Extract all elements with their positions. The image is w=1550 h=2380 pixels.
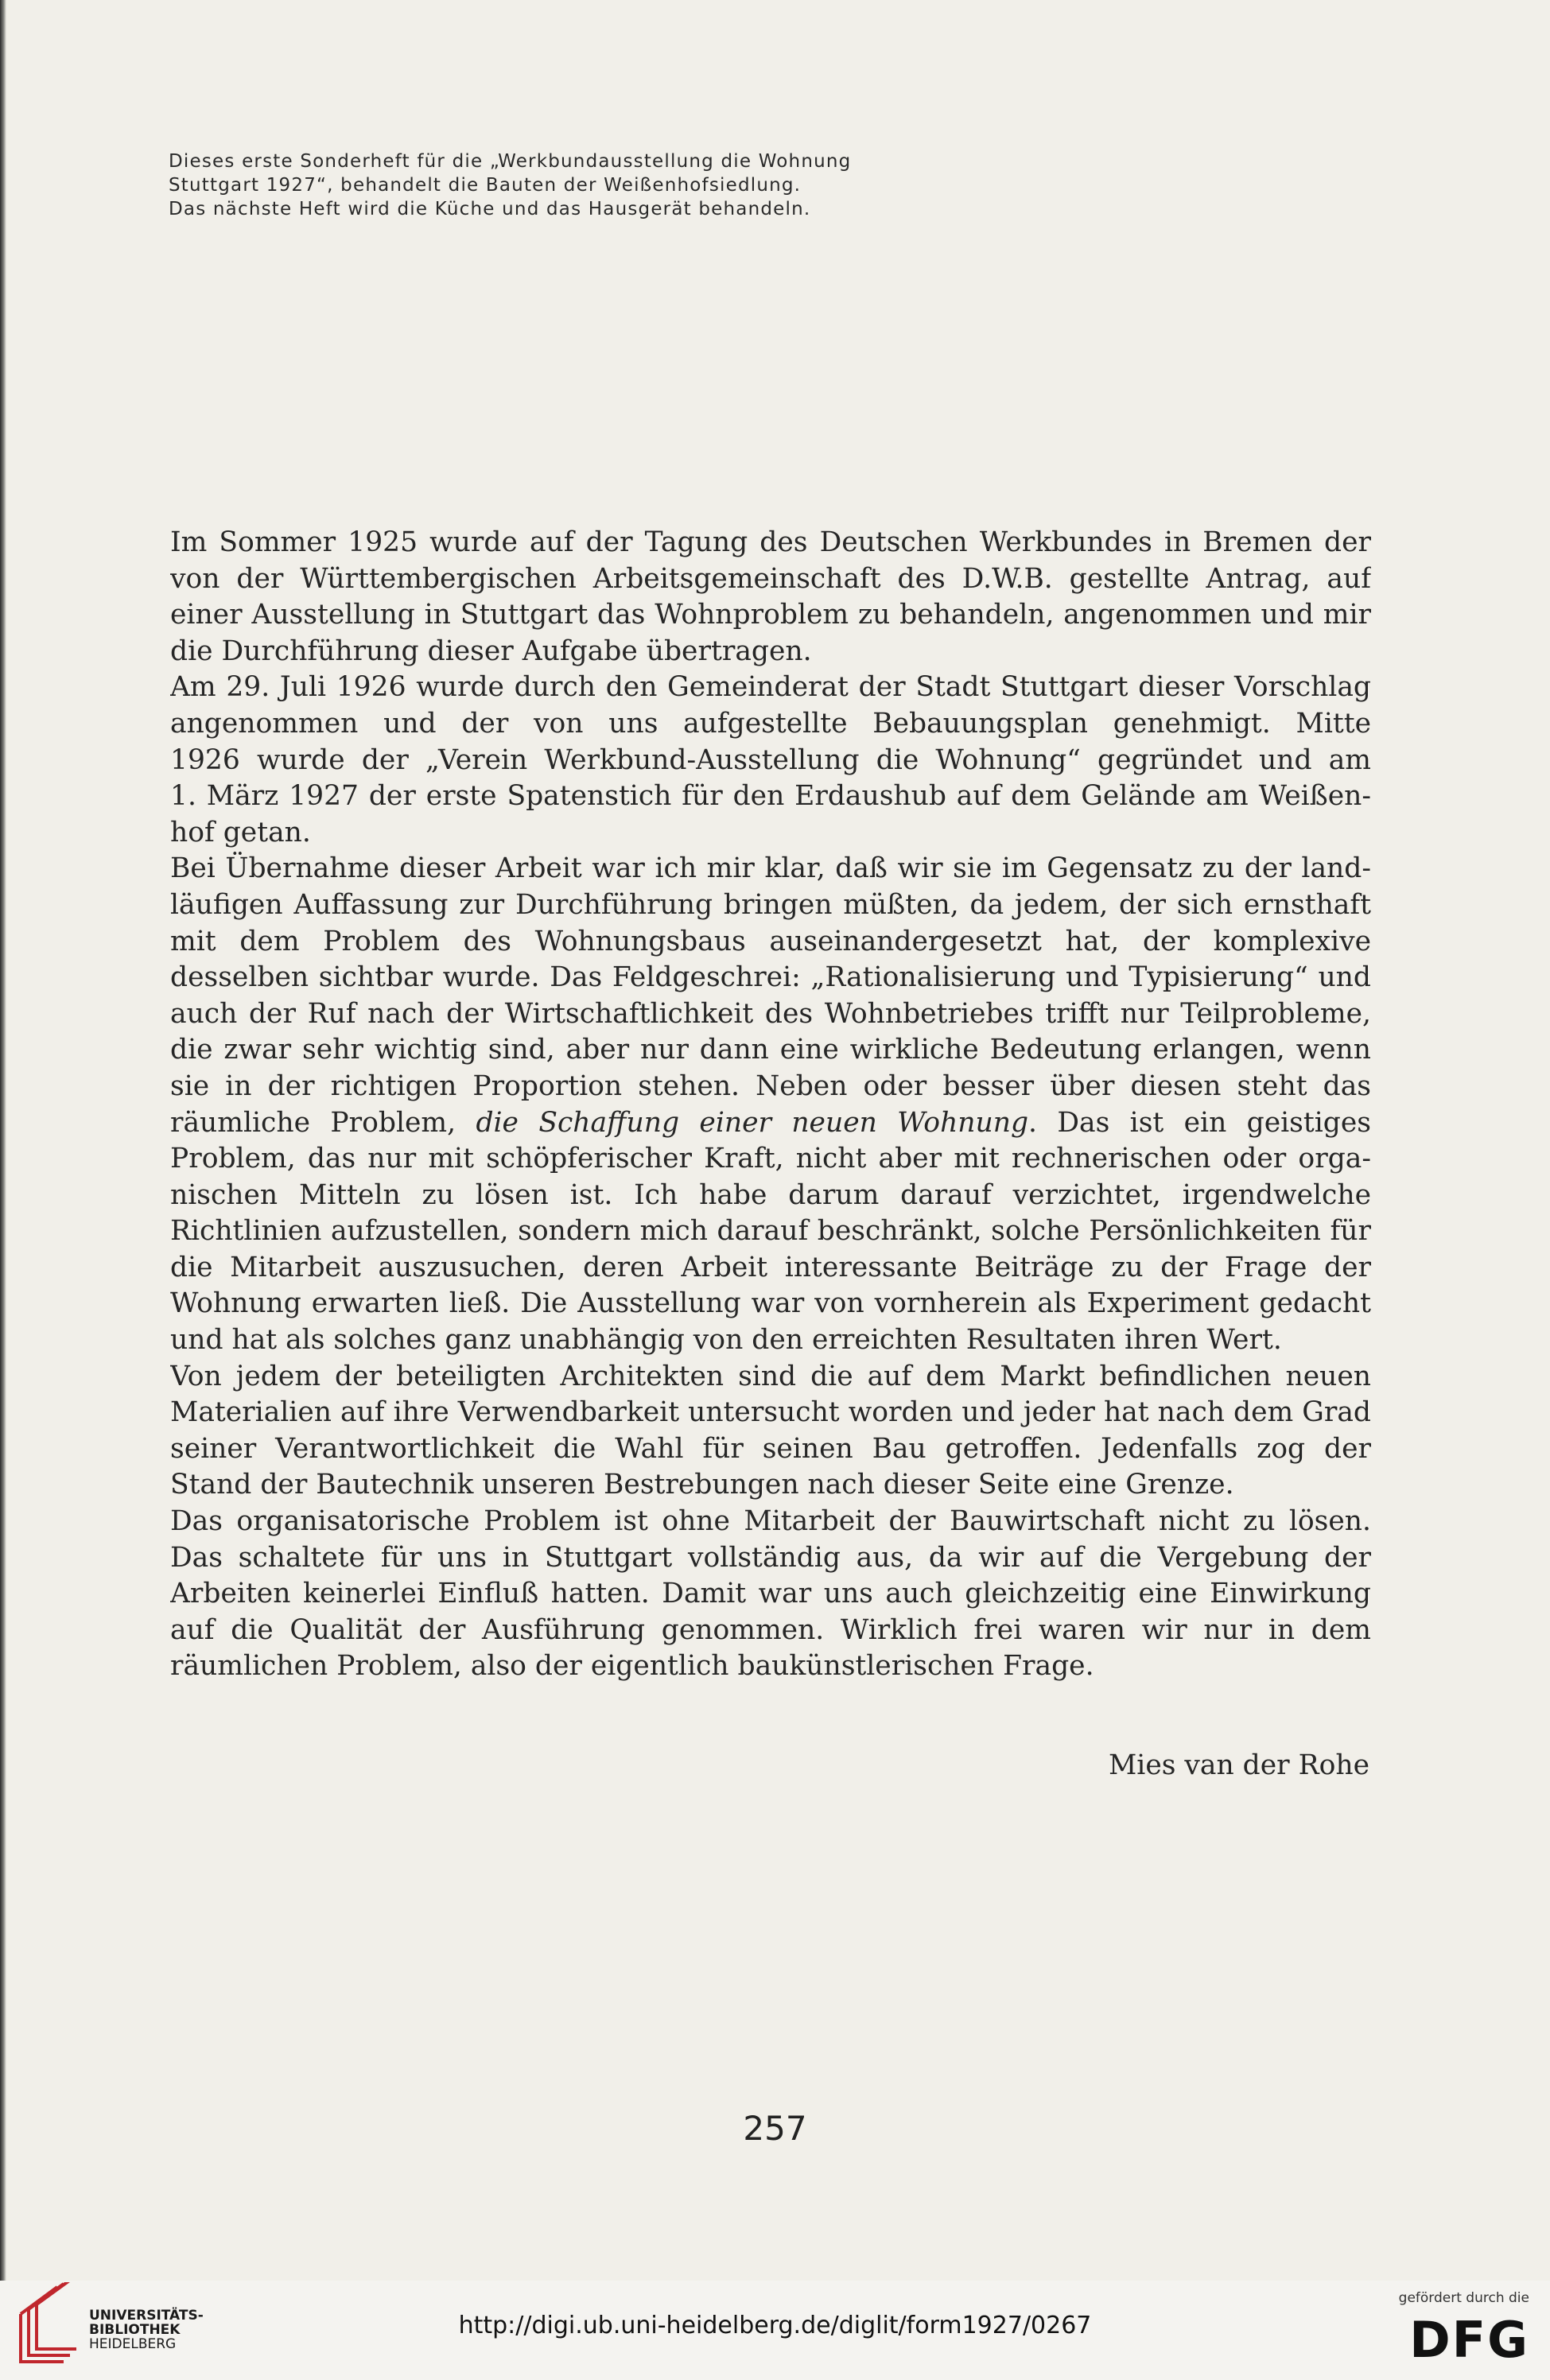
body-line: desselben sichtbar wurde. Das Feldgeschrei: „Rationalisierung und Typisierung“ und	[170, 961, 1371, 994]
body-line: die zwar sehr wichtig sind, aber nur dann eine wirkliche Bedeutung erlangen, wenn	[170, 1034, 1371, 1066]
body-line-part: räumliche Problem,	[170, 1106, 456, 1139]
body-line: mit dem Problem des Wohnungsbaus auseinandergesetzt hat, der komplexive	[170, 925, 1371, 957]
body-line: Wohnung erwarten ließ. Die Ausstellung war von vornherein als Experiment gedacht	[170, 1287, 1371, 1320]
body-line: Am 29. Juli 1926 wurde durch den Gemeinderat der Stadt Stuttgart dieser Vorschlag	[170, 671, 1371, 704]
permalink-url[interactable]: http://digi.ub.uni-heidelberg.de/diglit/form1927/0267	[458, 2312, 1092, 2339]
note-line: Dieses erste Sonderheft für die „Werkbundausstellung die Wohnung	[169, 151, 852, 172]
author-signature: Mies van der Rohe	[1108, 1749, 1369, 1781]
note-line: Das nächste Heft wird die Küche und das Hausgerät behandeln.	[169, 199, 811, 219]
body-line: Das organisatorische Problem ist ohne Mitarbeit der Bauwirtschaft nicht zu lösen.	[170, 1505, 1371, 1538]
body-line: von der Württembergischen Arbeitsgemeinschaft des D.W.B. gestellte Antrag, auf	[170, 562, 1371, 595]
body-line: Bei Übernahme dieser Arbeit war ich mir klar, daß wir sie im Gegensatz zu der land-	[170, 852, 1371, 885]
body-line: Stand der Bautechnik unseren Bestrebungen nach dieser Seite eine Grenze.	[170, 1469, 1234, 1501]
body-line: Von jedem der beteiligten Architekten sind die auf dem Markt befindlichen neuen	[170, 1360, 1371, 1392]
body-line: auf die Qualität der Ausführung genommen. Wirklich frei waren wir nur in dem	[170, 1613, 1371, 1646]
body-line: Richtlinien aufzustellen, sondern mich darauf beschränkt, solche Persönlichkeiten für	[170, 1215, 1371, 1248]
body-line: nischen Mitteln zu lösen ist. Ich habe darum darauf verzichtet, irgendwelche	[170, 1178, 1371, 1211]
body-line: sie in der richtigen Proportion stehen. Neben oder besser über diesen steht das	[170, 1070, 1371, 1102]
editorial-note	[169, 149, 868, 221]
library-name-line: HEIDELBERG	[89, 2336, 177, 2352]
body-line: einer Ausstellung in Stuttgart das Wohnproblem zu behandeln, angenommen und mir	[170, 599, 1371, 631]
body-line: Problem, das nur mit schöpferischer Kraft, nicht aber mit rechnerischen oder orga-	[170, 1143, 1371, 1175]
body-line: hof getan.	[170, 816, 311, 848]
body-line: läufigen Auffassung zur Durchführung bringen müßten, da jedem, der sich ernsthaft	[170, 888, 1371, 921]
dfg-caption: gefördert durch die	[1398, 2290, 1529, 2306]
library-name-line: BIBLIOTHEK	[89, 2322, 181, 2338]
body-line: angenommen und der von uns aufgestellte Bebauungsplan genehmigt. Mitte	[170, 707, 1371, 740]
body-line: die Durchführung dieser Aufgabe übertragen.	[170, 635, 812, 667]
article-body	[170, 525, 1371, 1685]
body-line: Materialien auf ihre Verwendbarkeit untersucht worden und jeder hat nach dem Grad	[170, 1396, 1371, 1429]
body-line: räumlichen Problem, also der eigentlich baukünstlerischen Frage.	[170, 1650, 1094, 1683]
body-line: die Mitarbeit auszusuchen, deren Arbeit interessante Beiträge zu der Frage der	[170, 1251, 1371, 1283]
note-line: Stuttgart 1927“, behandelt die Bauten der Weißenhofsiedlung.	[169, 175, 802, 196]
body-line: und hat als solches ganz unabhängig von den erreichten Resultaten ihren Wert.	[170, 1324, 1282, 1357]
emphasis-phrase: die Schaffung einer neuen Wohnung	[476, 1106, 1029, 1139]
body-line: 1. März 1927 der erste Spatenstich für den Erdaushub auf dem Gelände am Weißen-	[170, 780, 1371, 813]
page-number: 257	[743, 2109, 807, 2148]
scan-edge	[0, 0, 6, 2380]
body-line: 1926 wurde der „Verein Werkbund-Ausstellung die Wohnung“ gegründet und am	[170, 744, 1371, 776]
body-line: Arbeiten keinerlei Einfluß hatten. Damit war uns auch gleichzeitig eine Einwirkung	[170, 1578, 1371, 1610]
body-line: seiner Verantwortlichkeit die Wahl für seinen Bau getroffen. Jedenfalls zog der	[170, 1432, 1371, 1465]
body-line-part: . Das ist ein geistiges	[1028, 1106, 1371, 1139]
dfg-logo: DFG	[1409, 2311, 1529, 2369]
body-line: Das schaltete für uns in Stuttgart vollständig aus, da wir auf die Vergebung der	[170, 1541, 1371, 1574]
body-line: auch der Ruf nach der Wirtschaftlichkeit des Wohnbetriebes trifft nur Teilprobleme,	[170, 997, 1371, 1030]
body-line-with-emphasis	[170, 1105, 1371, 1142]
body-line: Im Sommer 1925 wurde auf der Tagung des Deutschen Werkbundes in Bremen der	[170, 526, 1371, 558]
library-name-line: UNIVERSITÄTS-	[89, 2308, 204, 2324]
